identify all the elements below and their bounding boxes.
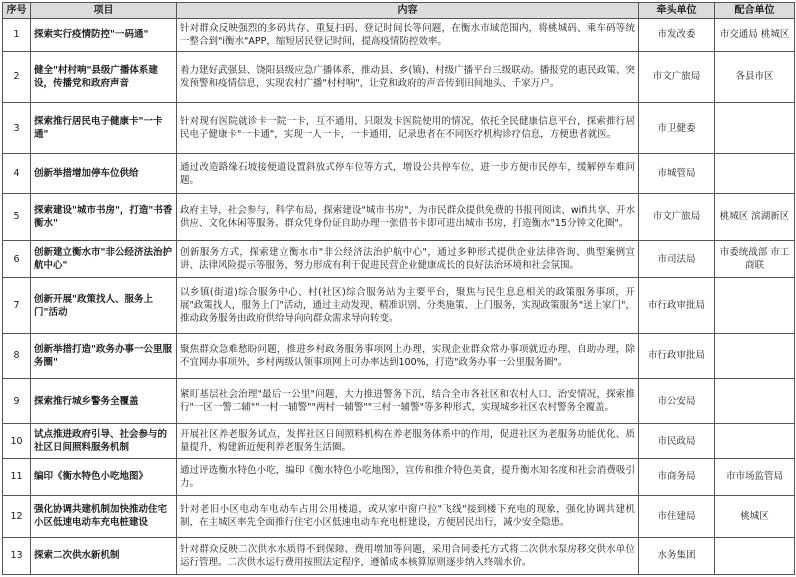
row-item: 强化协调共建机制加快推动住宅小区低速电动车充电桩建设: [31, 495, 177, 537]
row-content: 政府主导，社会参与，科学布局，探索建设"城市书房"，为市民群众提供免费的书报刊阅读、wifi共享、开水供应、文化休闲等服务。群众凭身份证自助办理一张借书卡即可进出城市书房，打造衡水"15分钟文化圈"。: [177, 194, 639, 240]
row-lead-unit: 市卫健委: [639, 103, 715, 154]
row-coop-unit: [715, 537, 795, 574]
table-row: [3, 103, 795, 154]
row-item: 探索推行居民电子健康卡"一卡通": [31, 103, 177, 154]
table-row: [3, 333, 795, 378]
header-row: [3, 3, 795, 19]
row-content: 以乡镇(街道)综合服务中心、村(社区)综合服务站为主要平台，聚焦与民生息息相关的政策服务事项，开展"政策找人，服务上门"活动，通过主动发现、精准识别、分类施策、上门服务，实现政策服务"送上家门"，推动政务服务由政府供给导向向群众需求导向转变。: [177, 278, 639, 333]
header-item: 项目: [31, 3, 177, 19]
table-row: [3, 424, 795, 459]
row-coop-unit: 各县市区: [715, 51, 795, 102]
row-index: 3: [3, 103, 31, 154]
row-index: 2: [3, 51, 31, 102]
row-content: 聚焦群众急难愁盼问题，推进乡村政务服务事项网上办理，实现企业群众常办事项就近办理、自助办理，除不宜网办事项外，乡村两级认领事项网上可办率达到100%，打造"政务办事一公里服务圈"。: [177, 333, 639, 378]
row-content: 着力建好武强县、饶阳县级应急广播体系，推动县、乡(镇)、村级广播平台三级联动。播报党的惠民政策、突发预警和疫情信息，实现农村广播"村村响"，让党和政府的声音传到田间地头、千家万户。: [177, 51, 639, 102]
row-item: 创新建立衡水市"非公经济法治护航中心": [31, 240, 177, 278]
row-index: 4: [3, 154, 31, 194]
row-coop-unit: 市交通局 桃城区: [715, 19, 795, 52]
row-content: 通过评选衡水特色小吃，编印《衡水特色小吃地图》，宣传和推介特色美食，提升衡水知名度和社会消费吸引力。: [177, 459, 639, 496]
row-coop-unit: 桃城区 滨湖新区: [715, 194, 795, 240]
table-row: [3, 495, 795, 537]
row-content: 创新服务方式，探索建立衡水市"非公经济法治护航中心"，通过多种形式提供企业法律咨询、典型案例宣讲、法律风险提示等服务，努力形成有利于促进民营企业健康成长的良好法治环境和社会氛围。: [177, 240, 639, 278]
row-lead-unit: 市城管局: [639, 154, 715, 194]
table-row: [3, 19, 795, 52]
row-item: 编印《衡水特色小吃地图》: [31, 459, 177, 496]
row-lead-unit: 市公安局: [639, 379, 715, 424]
table-row: [3, 194, 795, 240]
row-content: 针对现有医院就诊卡一院一卡，互不通用，只限发卡医院使用的情况，依托全民健康信息平台，探索推行居民电子健康卡"一卡通"，实现一人一卡，一卡通用，记录患者在不同医疗机构诊疗信息，方便患者就医。: [177, 103, 639, 154]
row-lead-unit: 水务集团: [639, 537, 715, 574]
table-row: [3, 379, 795, 424]
row-lead-unit: 市商务局: [639, 459, 715, 496]
row-item: 试点推进政府引导、社会参与的社区日间照料服务机制: [31, 424, 177, 459]
row-index: 13: [3, 537, 31, 574]
row-item: 健全"村村响"县级广播体系建设，传播党和政府声音: [31, 51, 177, 102]
row-index: 11: [3, 459, 31, 496]
row-item: 探索建设"城市书房"，打造"书香衡水": [31, 194, 177, 240]
row-index: 9: [3, 379, 31, 424]
tasks-table: [2, 2, 795, 575]
table-row: [3, 278, 795, 333]
row-coop-unit: [715, 278, 795, 333]
row-content: 针对群众反映二次供水水质得不到保障、费用增加等问题，采用合同委托方式将二次供水泵房移交供水单位运行管理。二次供水运行费用按照法定程序，遵循成本核算原则逐步纳入终端水价。: [177, 537, 639, 574]
row-item: 创新举措增加停车位供给: [31, 154, 177, 194]
row-item: 探索推行城乡警务全覆盖: [31, 379, 177, 424]
row-lead-unit: 市民政局: [639, 424, 715, 459]
header-coop-unit: 配合单位: [715, 3, 795, 19]
row-lead-unit: 市行政审批局: [639, 333, 715, 378]
table-body: [3, 19, 795, 575]
row-index: 6: [3, 240, 31, 278]
table-row: [3, 459, 795, 496]
row-lead-unit: 市文广旅局: [639, 51, 715, 102]
row-coop-unit: [715, 103, 795, 154]
row-coop-unit: [715, 379, 795, 424]
row-lead-unit: 市文广旅局: [639, 194, 715, 240]
row-lead-unit: 市发改委: [639, 19, 715, 52]
row-item: 创新举措打造"政务办事一公里服务圈": [31, 333, 177, 378]
row-index: 10: [3, 424, 31, 459]
row-index: 12: [3, 495, 31, 537]
row-coop-unit: 市市场监管局: [715, 459, 795, 496]
row-item: 创新开展"政策找人、服务上门"活动: [31, 278, 177, 333]
table-row: [3, 51, 795, 102]
row-coop-unit: [715, 424, 795, 459]
row-content: 开展社区养老服务试点，发挥社区日间照料机构在养老服务体系中的作用，促进社区为老服务功能优化、质量提升，构建新近便利养老服务生活圈。: [177, 424, 639, 459]
row-lead-unit: 市住建局: [639, 495, 715, 537]
row-coop-unit: [715, 333, 795, 378]
table-row: [3, 154, 795, 194]
row-content: 通过改造路缘石坡接便道设置斜放式停车位等方式，增设公共停车位，进一步方便市民停车，缓解停车难问题。: [177, 154, 639, 194]
row-index: 5: [3, 194, 31, 240]
table-header: [3, 3, 795, 19]
row-item: 探索二次供水新机制: [31, 537, 177, 574]
header-lead-unit: 牵头单位: [639, 3, 715, 19]
header-index: 序号: [3, 3, 31, 19]
row-content: 针对群众反映强烈的多码共存、重复扫码、登记时间长等问题，在衡水市域范围内，将桃城码、乘车码等统一整合到"i衡水"APP，缩短居民登记时间，提高疫情防控效率。: [177, 19, 639, 52]
table-row: [3, 537, 795, 574]
row-lead-unit: 市行政审批局: [639, 278, 715, 333]
row-coop-unit: [715, 154, 795, 194]
row-content: 针对老旧小区电动车电动车占用公用楼道，或从家中窗户拉"飞线"接到楼下充电的现象，强化协调共建机制，在主城区率先全面推行住宅小区低速电动车充电桩建设，方便居民出行，减少安全隐患。: [177, 495, 639, 537]
row-content: 紧盯基层社会治理"最后一公里"问题，大力推进警务下沉，结合全市各社区和农村人口、治安情况，探索推行"一区一警二辅""一村一辅警""两村一辅警""三村一辅警"等多种形式，实现城乡社区农村警务全覆盖。: [177, 379, 639, 424]
row-lead-unit: 市司法局: [639, 240, 715, 278]
row-index: 8: [3, 333, 31, 378]
table-row: [3, 240, 795, 278]
row-item: 探索实行疫情防控"一码通": [31, 19, 177, 52]
row-coop-unit: 市委统战部 市工商联: [715, 240, 795, 278]
row-index: 7: [3, 278, 31, 333]
row-coop-unit: 桃城区: [715, 495, 795, 537]
row-index: 1: [3, 19, 31, 52]
header-content: 内容: [177, 3, 639, 19]
